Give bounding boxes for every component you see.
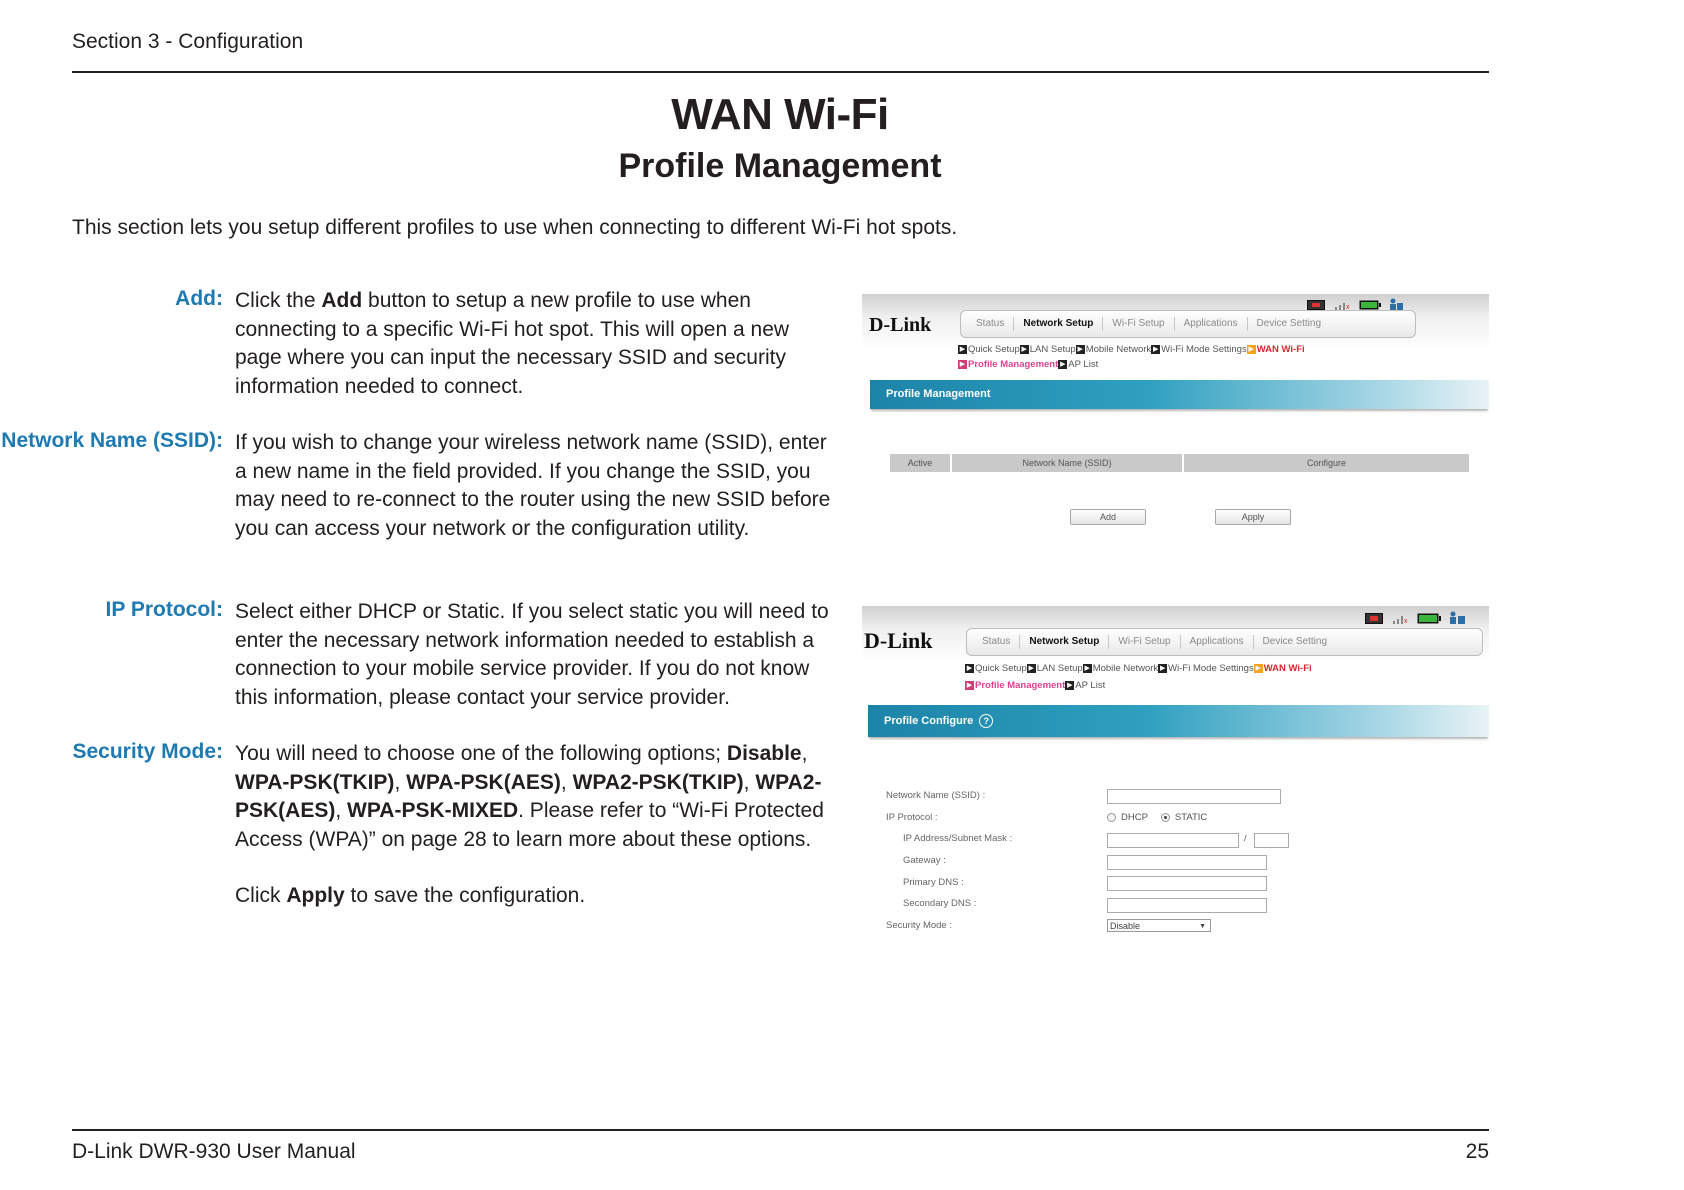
play-icon: ▶ <box>1067 681 1073 689</box>
play-icon: ▶ <box>1248 345 1254 353</box>
dlink-logo: D-Link <box>864 628 933 653</box>
security-mode-value: Disable <box>1110 921 1141 931</box>
screenshot-profile-management <box>862 294 1489 539</box>
crumb-profile-management[interactable]: Profile Management <box>968 359 1059 370</box>
desc-security-mode: You will need to choose one of the following options; Disable, WPA-PSK(TKIP), WPA-PSK(AES), WPA2-PSK(TKIP), WPA2-PSK(AES), WPA-PSK-MIXED. Please refer to “Wi-Fi Protected Access (WPA)” on page 28 to learn more about these options. <box>235 742 824 851</box>
crumb-ap-list[interactable]: AP List <box>1075 680 1106 691</box>
play-icon: ▶ <box>1028 664 1034 672</box>
main-nav <box>966 628 1483 656</box>
crumb-ap-list[interactable]: AP List <box>1068 359 1099 370</box>
tab-network-setup[interactable]: Network Setup <box>1014 317 1103 331</box>
play-icon: ▶ <box>1060 360 1066 368</box>
user-count-icon <box>1389 298 1403 310</box>
tab-device-setting[interactable]: Device Setting <box>1256 318 1322 329</box>
apply-button[interactable]: Apply <box>1215 509 1291 525</box>
play-icon: ▶ <box>1159 664 1166 672</box>
mask-separator: / <box>1244 833 1247 844</box>
play-icon: ▶ <box>959 345 966 353</box>
security-mode-select[interactable] <box>1107 919 1211 932</box>
page-title: WAN Wi-Fi <box>671 90 889 139</box>
apply-note: Click Apply to save the configuration. <box>235 884 586 907</box>
crumb-wifi-mode-settings[interactable]: Wi-Fi Mode Settings <box>1168 663 1254 674</box>
section-header: Section 3 - Configuration <box>72 30 304 53</box>
subnet-mask-input[interactable] <box>1254 833 1289 848</box>
security-mode-label: Security Mode : <box>886 920 952 931</box>
crumb-quick-setup[interactable]: Quick Setup <box>968 344 1020 355</box>
section-title-bar: Profile Management <box>870 380 1489 409</box>
col-header-configure: Configure <box>1184 454 1469 472</box>
secondary-dns-label: Secondary DNS : <box>903 898 977 909</box>
section-title: Profile Configure <box>884 715 974 727</box>
play-icon: ▶ <box>1084 664 1090 672</box>
tab-device-setting[interactable]: Device Setting <box>1262 636 1328 647</box>
secondary-dns-input[interactable] <box>1107 898 1267 913</box>
crumb-wifi-mode-settings[interactable]: Wi-Fi Mode Settings <box>1161 344 1247 355</box>
gateway-label: Gateway : <box>903 855 946 866</box>
static-radio[interactable] <box>1161 813 1170 822</box>
desc-add: Click the Add button to setup a new profile to use when connecting to a specific Wi-Fi hot spot. This will open a new page where you can input the necessary SSID and security information needed to connect. <box>235 289 790 398</box>
battery-icon <box>1417 613 1441 624</box>
svg-text:x: x <box>1346 304 1350 310</box>
page-subtitle: Profile Management <box>618 147 942 185</box>
crumb-lan-setup[interactable]: LAN Setup <box>1029 344 1076 355</box>
tab-applications[interactable]: Applications <box>1175 317 1248 331</box>
play-icon: ▶ <box>1152 345 1159 353</box>
ssid-input[interactable] <box>1107 789 1281 804</box>
play-icon: ▶ <box>1077 345 1083 353</box>
play-icon: ▶ <box>966 681 973 689</box>
top-divider <box>72 71 1489 73</box>
chevron-down-icon: ▼ <box>1199 923 1206 930</box>
status-icons <box>1365 611 1465 624</box>
dlink-logo: D-Link <box>869 314 932 336</box>
ip-address-input[interactable] <box>1107 833 1239 848</box>
term-security-mode: Security Mode: <box>72 740 223 763</box>
play-icon: ▶ <box>1255 664 1261 672</box>
crumb-profile-management[interactable]: Profile Management <box>975 680 1066 691</box>
dhcp-label: DHCP <box>1121 812 1148 823</box>
gateway-input[interactable] <box>1107 855 1267 870</box>
tab-status[interactable]: Status <box>973 635 1020 649</box>
primary-dns-input[interactable] <box>1107 876 1267 891</box>
col-header-ssid: Network Name (SSID) <box>952 454 1182 472</box>
main-nav <box>960 310 1416 338</box>
screenshot-profile-configure <box>862 606 1489 936</box>
footer-manual-title: D-Link DWR-930 User Manual <box>72 1140 356 1163</box>
term-add: Add: <box>175 287 223 310</box>
static-label: STATIC <box>1174 812 1208 823</box>
tab-applications[interactable]: Applications <box>1181 635 1254 649</box>
crumb-lan-setup[interactable]: LAN Setup <box>1036 663 1083 674</box>
primary-dns-label: Primary DNS : <box>903 877 964 888</box>
tab-wifi-setup[interactable]: Wi-Fi Setup <box>1109 635 1180 649</box>
crumb-wan-wifi[interactable]: WAN Wi-Fi <box>1256 344 1305 355</box>
tab-network-setup[interactable]: Network Setup <box>1020 635 1109 649</box>
crumb-mobile-network[interactable]: Mobile Network <box>1085 344 1152 355</box>
sim-icon <box>1307 300 1325 310</box>
bottom-divider <box>72 1129 1489 1131</box>
signal-icon <box>1391 613 1409 624</box>
sim-icon <box>1365 613 1383 624</box>
crumb-quick-setup[interactable]: Quick Setup <box>975 663 1027 674</box>
col-header-active: Active <box>890 454 950 472</box>
ip-protocol-radios <box>1107 812 1207 823</box>
dhcp-radio[interactable] <box>1107 813 1116 822</box>
battery-icon <box>1359 300 1381 310</box>
ip-protocol-label: IP Protocol : <box>886 812 938 823</box>
user-count-icon <box>1449 611 1465 624</box>
play-icon: ▶ <box>959 360 966 368</box>
ssid-label: Network Name (SSID) : <box>886 790 986 801</box>
play-icon: ▶ <box>966 664 973 672</box>
add-button[interactable]: Add <box>1070 509 1146 525</box>
ip-mask-label: IP Address/Subnet Mask : <box>903 833 1013 844</box>
tab-wifi-setup[interactable]: Wi-Fi Setup <box>1103 317 1174 331</box>
svg-text:x: x <box>1404 618 1408 624</box>
desc-ssid: If you wish to change your wireless network name (SSID), enter a new name in the field provided. If you change the SSID, you may need to re-connect to the router using the new SSID before you can access your network or the configuration utility. <box>235 431 831 540</box>
help-icon[interactable]: ? <box>979 714 993 728</box>
term-ssid: Network Name (SSID): <box>1 429 223 452</box>
crumb-mobile-network[interactable]: Mobile Network <box>1092 663 1159 674</box>
intro-paragraph: This section lets you setup different profiles to use when connecting to different Wi-Fi hot spots. <box>72 216 958 239</box>
page-number: 25 <box>1465 1140 1489 1163</box>
breadcrumb <box>958 342 1305 372</box>
crumb-wan-wifi[interactable]: WAN Wi-Fi <box>1263 663 1312 674</box>
desc-ip-protocol: Select either DHCP or Static. If you select static you will need to enter the necessary network information needed to establish a connection to your mobile service provider. If you do not know this information, please contact your service provider. <box>235 600 829 709</box>
play-icon: ▶ <box>1021 345 1027 353</box>
term-ip-protocol: IP Protocol: <box>105 598 223 621</box>
signal-icon <box>1333 300 1351 310</box>
breadcrumb <box>965 660 1312 694</box>
status-icons <box>1307 298 1403 310</box>
section-title-bar <box>868 705 1489 737</box>
tab-status[interactable]: Status <box>967 317 1014 331</box>
